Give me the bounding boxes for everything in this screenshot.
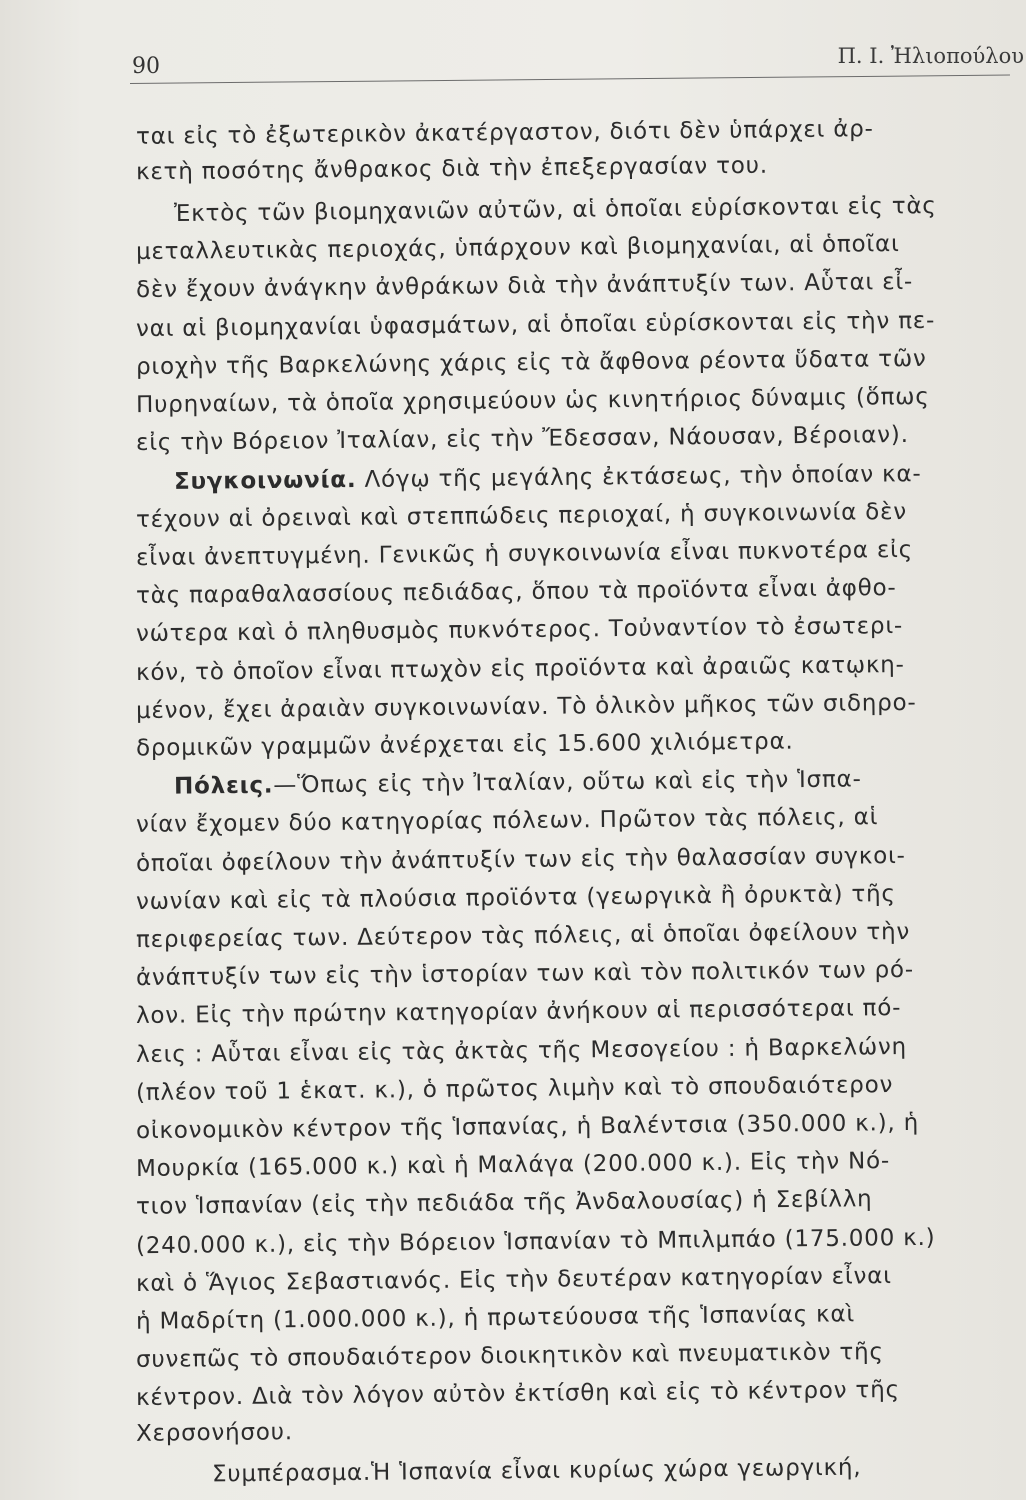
text-line: ἡ Μαδρίτη (1.000.000 κ.), ἡ πρωτεύουσα τῆς Ἱσπανίας καὶ (135, 1301, 856, 1335)
text-line: Μουρκία (165.000 κ.) καὶ ἡ Μαλάγα (200.000 κ.). Εἰς τὴν Νό- (135, 1148, 891, 1182)
text-line: Πόλεις.—Ὅπως εἰς τὴν Ἰταλίαν, οὕτω καὶ εἰς τὴν Ἱσπα- (173, 766, 862, 800)
text-line: καὶ ὁ Ἅγιος Σεβαστιανός. Εἰς τὴν δευτέραν κατηγορίαν εἶναι (135, 1263, 892, 1297)
text-line: Πυρηναίων, τὰ ὁποῖα χρησιμεύουν ὡς κινητήριος δύναμις (ὅπως (135, 383, 930, 419)
text-line: νίαν ἔχομεν δύο κατηγορίας πόλεων. Πρῶτον τὰς πόλεις, αἱ (135, 804, 879, 838)
text-line: (πλέον τοῦ 1 ἑκατ. κ.), ὁ πρῶτος λιμὴν καὶ τὸ σπουδαιότερον (135, 1072, 894, 1106)
text-line: ται εἰς τὸ ἐξωτερικὸν ἀκατέργαστον, διότι δὲν ὑπάρχει ἀρ- (135, 116, 874, 150)
text-line: νωνίαν καὶ εἰς τὰ πλούσια προϊόντα (γεωργικὰ ἢ ὀρυκτὰ) τῆς (135, 881, 896, 915)
text-line: οἰκονομικὸν κέντρον τῆς Ἱσπανίας, ἡ Βαλέντσια (350.000 κ.), ἡ (135, 1109, 920, 1145)
text-line: λον. Εἰς τὴν πρώτην κατηγορίαν ἀνήκουν αἱ περισσότεραι πό- (135, 994, 902, 1030)
text-line: δὲν ἔχουν ἀνάγκην ἀνθράκων διὰ τὴν ἀνάπτυξίν των. Αὗται εἶ- (135, 268, 914, 304)
text-line: Ἐκτὸς τῶν βιομηχανιῶν αὐτῶν, αἱ ὁποῖαι εὑρίσκονται εἰς τὰς (173, 193, 937, 227)
section-heading: Συγκοινωνία. (173, 467, 357, 495)
text-line: κόν, τὸ ὁποῖον εἶναι πτωχὸν εἰς προϊόντα καὶ ἀραιῶς κατῳκη- (135, 651, 905, 687)
text-line: Συγκοινωνία. Λόγῳ τῆς μεγάλης ἐκτάσεως, τὴν ὁποίαν κα- (173, 461, 922, 495)
page-number: 90 (132, 54, 160, 79)
text-line: ὁποῖαι ὀφείλουν τὴν ἀνάπτυξίν των εἰς τὴν θαλασσίαν συγκοι- (135, 842, 906, 878)
text-line: εἰς τὴν Βόρειον Ἰταλίαν, εἰς τὴν Ἔδεσσαν, Νάουσαν, Βέροιαν). (135, 421, 909, 457)
text-line: Συμπέρασμα.Ἡ Ἱσπανία εἶναι κυρίως χώρα γεωργική, (211, 1454, 862, 1488)
text-line: νώτερα καὶ ὁ πληθυσμὸς πυκνότερος. Τοὐναντίον τὸ ἐσωτερι- (135, 612, 904, 648)
text-line: λεις : Αὗται εἶναι εἰς τὰς ἀκτὰς τῆς Μεσογείου : ἡ Βαρκελώνη (135, 1033, 908, 1069)
section-heading: Πόλεις. (173, 772, 274, 800)
text-line: μένον, ἔχει ἀραιὰν συγκοινωνίαν. Τὸ ὁλικὸν μῆκος τῶν σιδηρο- (135, 689, 917, 725)
text-line: Χερσονήσου. (135, 1419, 294, 1447)
running-head: Π. Ι. Ἠλιοπούλου (837, 44, 1024, 68)
text-line: (240.000 κ.), εἰς τὴν Βόρειον Ἱσπανίαν τὸ Μπιλμπάο (175.000 κ.) (135, 1224, 936, 1260)
text-line: δρομικῶν γραμμῶν ἀνέρχεται εἰς 15.600 χιλιόμετρα. (135, 728, 794, 762)
text-line: τὰς παραθαλασσίους πεδιάδας, ὅπου τὰ προϊόντα εἶναι ἀφθο- (135, 575, 897, 609)
text-line: περιφερείας των. Δεύτερον τὰς πόλεις, αἱ ὁποῖαι ὀφείλουν τὴν (135, 918, 911, 954)
text-line: κετὴ ποσότης ἄνθρακος διὰ τὴν ἐπεξεργασίαν του. (135, 152, 768, 186)
text-line: συνεπῶς τὸ σπουδαιότερον διοικητικὸν καὶ πνευματικὸν τῆς (135, 1339, 884, 1373)
text-line: ἀνάπτυξίν των εἰς τὴν ἱστορίαν των καὶ τὸν πολιτικόν των ρό- (135, 956, 915, 992)
text-line: ριοχὴν τῆς Βαρκελώνης χάρις εἰς τὰ ἄφθονα ρέοντα ὕδατα τῶν (135, 345, 927, 381)
text-line: τέχουν αἱ ὀρειναὶ καὶ στεππώδεις περιοχαί, ἡ συγκοινωνία δὲν (135, 498, 908, 534)
text-line: τιον Ἱσπανίαν (εἰς τὴν πεδιάδα τῆς Ἀνδαλουσίας) ἡ Σεβίλλη (135, 1186, 873, 1220)
text-line: ναι αἱ βιομηχανίαι ὑφασμάτων, αἱ ὁποῖαι εὑρίσκονται εἰς τὴν πε- (135, 307, 936, 343)
text-line: κέντρον. Διὰ τὸν λόγον αὐτὸν ἐκτίσθη καὶ εἰς τὸ κέντρον τῆς (135, 1377, 900, 1411)
text-line: εἶναι ἀνεπτυγμένη. Γενικῶς ἡ συγκοινωνία εἶναι πυκνοτέρα εἰς (135, 536, 914, 572)
text-line: μεταλλευτικὰς περιοχάς, ὑπάρχουν καὶ βιομηχανίαι, αἱ ὁποῖαι (135, 231, 900, 265)
